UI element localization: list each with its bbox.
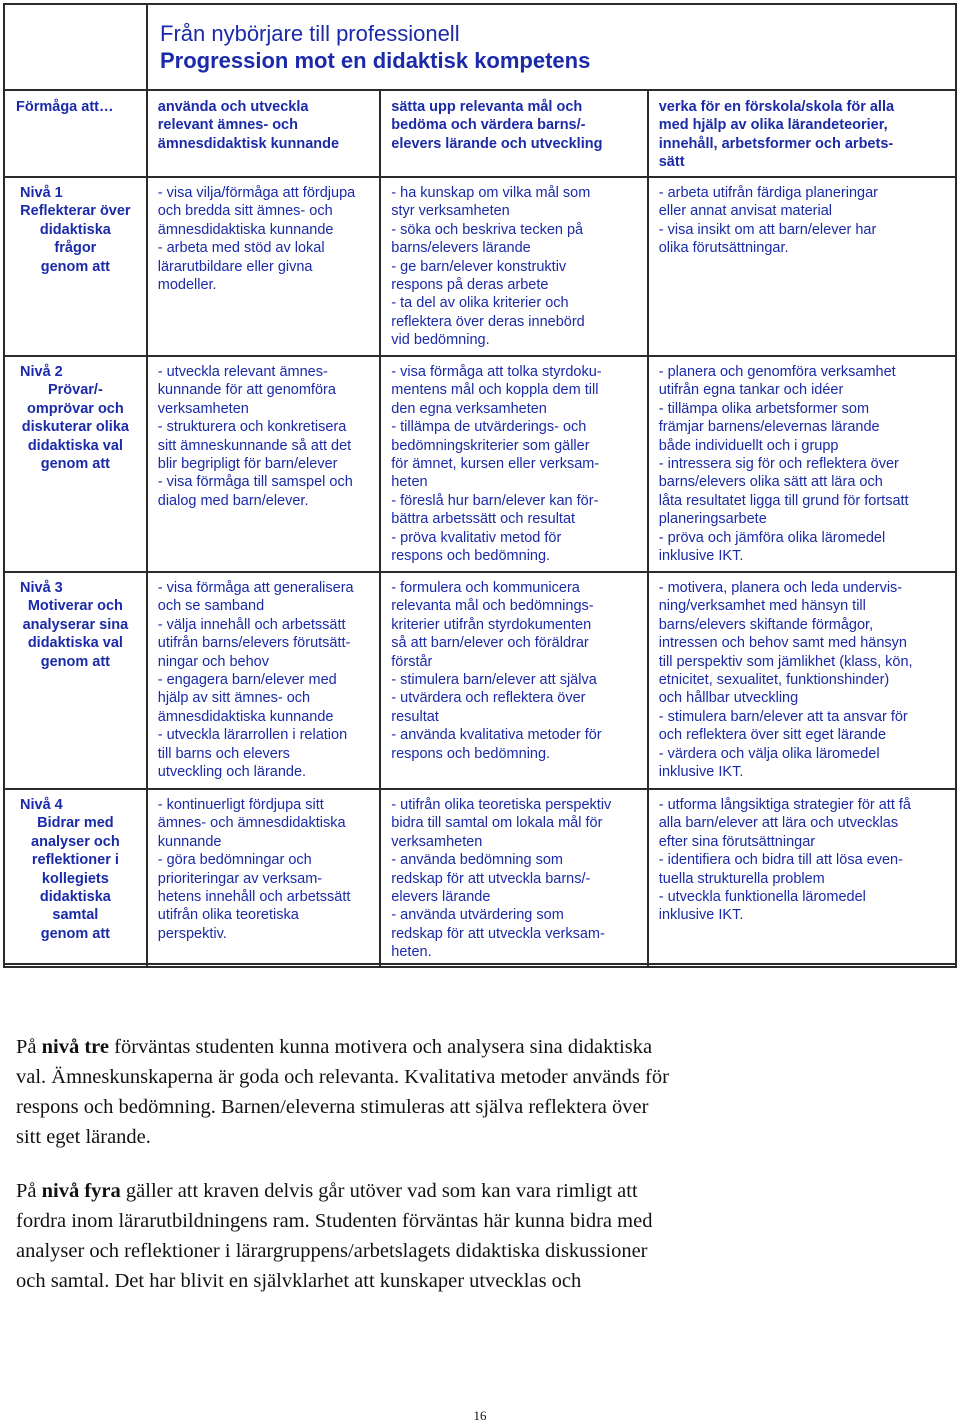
table-cell: - planera och genomföra verksamhet utifrån egna tankar och idéer - tillämpa olika arbetsformer som främjar barnens/elevernas lärande både individuellt och i grupp - intressera sig för och reflektera över barns/elevers olika sätt att lära och låta resultatet ligga till grund för fortsatt planeringsarbete - pröva och jämföra olika läromedel inklusive IKT. xyxy=(648,356,956,572)
header-cell: verka för en förskola/skola för alla med hjälp av olika lärandeteorier, innehåll, arbetsformer och arbets- sätt xyxy=(648,90,956,177)
table-cell: - formulera och kommunicera relevanta mål och bedömnings- kriterier utifrån styrdokumenten så att barn/elever och föräldrar förstår - stimulera barn/elever att själva - utvärdera och reflektera över resultat - använda kvalitativa metoder för respons och bedömning. xyxy=(380,572,647,789)
emphasis: nivå tre xyxy=(41,1036,110,1058)
level-desc: Prövar/- omprövar och diskuterar olika didaktiska val genom att xyxy=(21,382,129,473)
title-line-1: Från nybörjare till professionell xyxy=(160,21,460,46)
table-cell: - visa vilja/förmåga att fördjupa och bredda sitt ämnes- och ämnesdidaktiska kunnande - arbeta med stöd av lokal lärarutbildare eller givna modeller. xyxy=(147,177,381,356)
table-cell: - kontinuerligt fördjupa sitt ämnes- och ämnesdidaktiska kunnande - göra bedömningar och prioriteringar av verksam- hetens innehåll och arbetssätt utifrån olika teoretiska perspektiv. xyxy=(147,789,381,967)
table-cell: - utifrån olika teoretiska perspektiv bidra till samtal om lokala mål för verksamheten - använda bedömning som redskap för att utveckla barns/- elevers lärande - använda utvärdering som redskap för att utveckla verksam- heten. xyxy=(380,789,647,967)
header-cell: Förmåga att… xyxy=(4,90,147,177)
level-cell xyxy=(4,356,147,572)
header-row xyxy=(4,90,956,177)
table-cell: - visa förmåga att generalisera och se samband - välja innehåll och arbetssätt utifrån barns/elevers förutsätt- ningar och behov - engagera barn/elever med hjälp av sitt ämnes- och ämnesdidaktiska kunnande - utveckla lärarrollen i relation till barns och elevers utveckling och lärande. xyxy=(147,572,381,789)
table-row xyxy=(4,789,956,967)
table-cell: - arbeta utifrån färdiga planeringar eller annat anvisat material - visa insikt om att barn/elever har olika förutsättningar. xyxy=(648,177,956,356)
level-desc: Reflekterar över didaktiska frågor genom att xyxy=(20,203,131,275)
table-cell: - ha kunskap om vilka mål som styr verksamheten - söka och beskriva tecken på barns/elevers lärande - ge barn/elever konstruktiv respons på deras arbete - ta del av olika kriterier och reflektera över deras innebörd vid bedömning. xyxy=(380,177,647,356)
paragraph-level-three: På nivå tre förväntas studenten kunna motivera och analysera sina didaktiska val. Ämneskunskaperna är goda och relevanta. Kvalitativa metoder används för respons och bedömning. Barnen/eleverna stimuleras att själva reflektera över sitt eget lärande. xyxy=(16,1036,669,1148)
paragraph-level-four: På nivå fyra gäller att kraven delvis går utöver vad som kan vara rimligt att fordra inom lärarutbildningens ram. Studenten förväntas här kunna bidra med analyser och reflektioner i lärargruppens/arbetslagets didaktiska diskussioner och samtal. Det har blivit en självklarhet att kunskaper utvecklas och xyxy=(16,1180,653,1292)
table-row xyxy=(4,177,956,356)
level-desc: Bidrar med analyser och reflektioner i kollegiets didaktiska samtal genom att xyxy=(31,815,120,942)
level-name: Nivå 2 xyxy=(20,364,63,380)
table-cell: - utveckla relevant ämnes- kunnande för att genomföra verksamheten - strukturera och konkretisera sitt ämneskunnande så att det blir begripligt för barn/elever - visa förmåga till samspel och dialog med barn/elever. xyxy=(147,356,381,572)
title-divider xyxy=(146,3,148,89)
level-name: Nivå 3 xyxy=(20,580,63,596)
document-title xyxy=(160,20,590,74)
header-cell: använda och utveckla relevant ämnes- och ämnesdidaktisk kunnande xyxy=(147,90,381,177)
level-name: Nivå 1 xyxy=(20,185,63,201)
level-cell xyxy=(4,572,147,789)
table-cell: - visa förmåga att tolka styrdoku- mentens mål och koppla dem till den egna verksamheten - tillämpa de utvärderings- och bedömningskriterier som gäller för ämnet, kursen eller verksam- heten - föreslå hur barn/elever kan för- bättra arbetssätt och resultat - pröva kvalitativ metod för respons och bedömning. xyxy=(380,356,647,572)
table-row xyxy=(4,356,956,572)
title-line-2: Progression mot en didaktisk kompetens xyxy=(160,48,591,73)
table-cell: - utforma långsiktiga strategier för att få alla barn/elever att lära och utvecklas efter sina förutsättningar - identifiera och bidra till att lösa even- tuella strukturella problem - utveckla funktionella läromedel inklusive IKT. xyxy=(648,789,956,967)
progression-table xyxy=(3,89,957,968)
emphasis: nivå fyra xyxy=(41,1180,121,1202)
table-row xyxy=(4,572,956,789)
level-desc: Motiverar och analyserar sina didaktiska val genom att xyxy=(22,598,129,670)
level-cell xyxy=(4,789,147,967)
level-cell xyxy=(4,177,147,356)
header-cell: sätta upp relevanta mål och bedöma och värdera barns/- elevers lärande och utveckling xyxy=(380,90,647,177)
table-cell: - motivera, planera och leda undervis- ning/verksamhet med hänsyn till barns/elevers skiftande förmågor, intressen och behov samt med hänsyn till perspektiv som jämlikhet (klass, kön, etnicitet, sexualitet, funktionshinder) och hållbar utveckling - stimulera barn/elever att ta ansvar för och reflektera över sitt eget lärande - värdera och välja olika läromedel inklusive IKT. xyxy=(648,572,956,789)
level-name: Nivå 4 xyxy=(20,797,63,813)
page-number: 16 xyxy=(473,1408,487,1423)
